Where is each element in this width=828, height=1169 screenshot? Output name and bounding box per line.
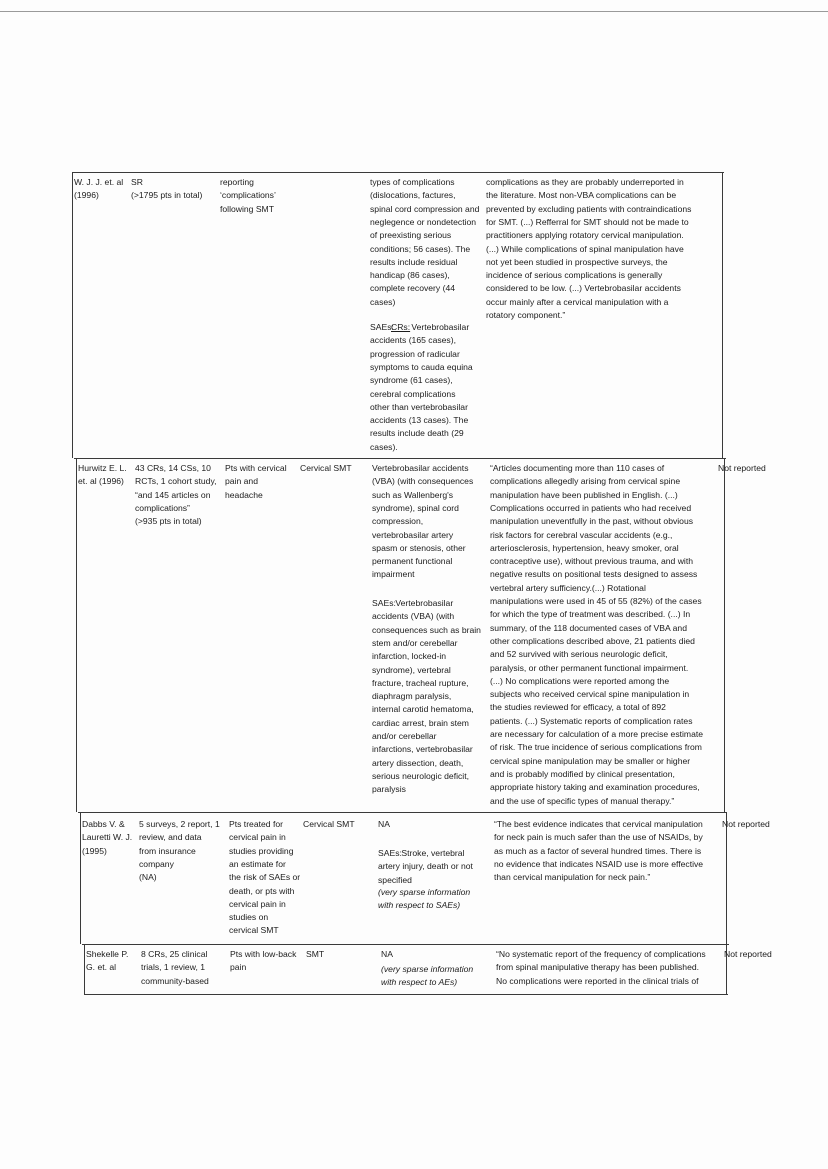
outcomes-cell: types of complications (370, 177, 455, 187)
table-right-border (724, 458, 725, 812)
table-left-border (76, 458, 77, 812)
quote-cell: manipulation uneventfully in the past, without obvious (490, 516, 694, 527)
population-cell: an estimate for (229, 858, 286, 869)
outcomes-cell: conditions; 56 cases). The (370, 243, 471, 254)
quote-cell: prevented by excluding patients with contraindications (486, 203, 692, 214)
quote-cell: “The best evidence indicates that cervical manipulation (494, 819, 703, 829)
reported-cell: Not reported (722, 819, 770, 829)
table-right-border (722, 172, 723, 458)
study-design-cell: (>935 pts in total) (135, 516, 202, 527)
quote-cell: arteriosclerosis, hypertension, heavy smoker, oral (490, 542, 679, 553)
quote-cell: subjects who received cervical spine manipulation in (490, 689, 690, 700)
reported-cell: Not reported (718, 463, 766, 473)
quote-cell: occur mainly after a cervical manipulation with a (486, 296, 669, 307)
population-cell: the risk of SAEs or (229, 872, 301, 883)
quote-cell: Complications occurred in patients who had received (490, 502, 692, 513)
table-row-border (82, 944, 729, 945)
quote-cell: (...) While complications of spinal manipulation have (486, 243, 684, 254)
outcomes-cell: of preexisting serious (370, 230, 452, 241)
table-left-border (80, 812, 81, 944)
population-cell: Pts with low-back (230, 949, 297, 959)
saes-note: with respect to AEs) (381, 977, 458, 988)
saes-cell: accidents (VBA) (with (372, 611, 455, 622)
author-cell: Lauretti W. J. (82, 832, 133, 843)
saes-cell: Stroke, vertebral (399, 848, 465, 858)
outcomes-cell: compression, (372, 516, 424, 527)
population-cell: Pts with cervical (225, 463, 287, 473)
table-bottom-border (84, 994, 728, 995)
outcomes-cell: results include residual (370, 256, 458, 267)
quote-cell: and the use of specific types of manual therapy.” (490, 795, 675, 806)
quote-cell: other complications described above, 21 patients died (490, 635, 695, 646)
saes-cell: progression of radicular (370, 348, 460, 359)
author-cell: W. J. J. et. al (74, 177, 124, 187)
quote-cell: contraceptive use), without previous trauma, and with (490, 556, 694, 567)
saes-cell: and/or cerebellar (372, 731, 437, 741)
page-header-rule (0, 11, 828, 12)
outcomes-cell: cases) (370, 296, 396, 307)
saes-sublabel: CRs: (391, 322, 411, 332)
saes-cell: consequences such as brain (372, 624, 481, 635)
quote-cell: considered to be low. (...) Vertebrobasilar accidents (486, 283, 681, 294)
outcomes-cell: impairment (372, 569, 415, 580)
saes-label: SAEs: (372, 598, 396, 608)
quote-cell: and 52 survived with serious neurologic deficit, (490, 649, 668, 660)
outcomes-cell: permanent functional (372, 556, 453, 567)
study-design-cell: (>1795 pts in total) (131, 190, 203, 201)
author-cell: et. al (1996) (78, 476, 124, 487)
quote-cell: appropriate history taking and examination procedures, (490, 782, 700, 793)
saes-cell: artery injury, death or not (378, 861, 473, 872)
saes-cell: syndrome), vertebral (372, 664, 451, 675)
outcomes-cell: spinal cord compression and (370, 203, 480, 214)
reported-cell: Not reported (724, 949, 772, 959)
saes-label: SAEs: (370, 322, 394, 332)
quote-cell: risk factors for cerebral vascular accidents (e.g., (490, 529, 673, 540)
study-design-cell: trials, 1 review, 1 (141, 962, 205, 973)
outcomes-cell: NA (381, 949, 393, 959)
outcomes-cell: vertebrobasilar artery (372, 529, 454, 540)
saes-cell: artery dissection, death, (372, 757, 464, 768)
saes-cell: other than vertebrobasilar (370, 401, 468, 412)
quote-cell: not yet been studied in prospective surveys, the (486, 256, 668, 267)
quote-cell: cervical spine manipulation may be smaller or higher (490, 755, 691, 766)
population-cell: cervical SMT (229, 925, 279, 936)
saes-note: (very sparse information (378, 887, 471, 897)
study-design-cell: “and 145 articles on (135, 489, 211, 500)
author-cell: (1995) (82, 845, 107, 856)
quote-cell: summary, of the 118 documented cases of VBA and (490, 622, 687, 633)
saes-cell: specified (378, 874, 412, 885)
saes-cell: syndrome (61 cases), (370, 375, 453, 386)
table-row-border (72, 172, 724, 173)
study-design-cell: company (139, 858, 174, 869)
table-right-border (726, 812, 727, 994)
quote-cell: negative results on positional tests designed to assess (490, 569, 698, 580)
author-cell: Hurwitz E. L. (78, 463, 127, 473)
study-design-cell: (NA) (139, 872, 157, 883)
quote-cell: paralysis, or other permanent functional impairment. (490, 662, 689, 673)
outcomes-cell: such as Wallenberg's (372, 489, 454, 500)
saes-cell: symptoms to cauda equina (370, 361, 473, 372)
saes-cell: accidents (13 cases). The (370, 415, 469, 426)
quote-cell: manipulation have been published in English. (...) (490, 489, 678, 500)
saes-cell: cerebral complications (370, 388, 456, 399)
outcomes-cell: (VBA) (with consequences (372, 476, 474, 487)
quote-cell: as much as a factor of several hundred times. There is (494, 845, 702, 856)
quote-cell: for neck pain is much safer than the use of NSAIDs, by (494, 832, 703, 843)
author-cell: (1996) (74, 190, 99, 201)
quote-cell: (...) No complications were reported among the (490, 675, 670, 686)
author-cell: G. et. al (86, 962, 117, 973)
outcomes-cell: NA (378, 819, 390, 829)
saes-cell: infarction, locked-in (372, 651, 447, 662)
study-design-cell: 43 CRs, 14 CSs, 10 (135, 463, 211, 473)
saes-cell: serious neurologic deficit, (372, 770, 469, 781)
saes-note: with respect to SAEs) (378, 900, 461, 911)
saes-cell: Vertebrobasilar (409, 322, 470, 332)
study-design-cell: 5 surveys, 2 report, 1 (139, 819, 220, 829)
quote-cell: No complications were reported in the clinical trials of (496, 975, 699, 986)
population-cell: ‘complications’ (220, 190, 276, 201)
saes-cell: results include death (29 (370, 428, 464, 439)
saes-cell: cases). (370, 441, 398, 452)
study-design-cell: RCTs, 1 cohort study, (135, 476, 217, 487)
quote-cell: no evidence that indicates NSAID use is more effective (494, 858, 704, 869)
quote-cell: the studies reviewed for efficacy, a total of 892 (490, 702, 666, 713)
quote-cell: complications as they are probably underreported in (486, 177, 684, 187)
quote-cell: “Articles documenting more than 110 cases of (490, 463, 665, 473)
quote-cell: “No systematic report of the frequency of complications (496, 949, 706, 959)
population-cell: death, or pts with (229, 885, 295, 896)
table-row-border (74, 458, 726, 459)
outcomes-cell: (dislocations, factures, (370, 190, 456, 201)
population-cell: studies on (229, 912, 269, 923)
quote-cell: the literature. Most non-VBA complications can be (486, 190, 677, 201)
population-cell: reporting (220, 177, 254, 187)
saes-note: (very sparse information (381, 964, 474, 974)
intervention-cell: Cervical SMT (303, 819, 355, 829)
study-design-cell: SR (131, 177, 143, 187)
table-left-border (84, 944, 85, 994)
population-cell: pain (230, 962, 247, 973)
saes-cell: diaphragm paralysis, (372, 691, 452, 702)
saes-cell: accidents (165 cases), (370, 335, 456, 346)
population-cell: headache (225, 489, 263, 500)
author-cell: Shekelle P. (86, 949, 129, 959)
quote-cell: and is probably modified by clinical presentation, (490, 768, 675, 779)
saes-cell: internal carotid hematoma, (372, 704, 474, 715)
population-cell: following SMT (220, 203, 274, 214)
study-design-cell: review, and data (139, 832, 202, 843)
outcomes-cell: syndrome), spinal cord (372, 502, 459, 513)
table-row-border (78, 812, 727, 813)
study-design-cell: complications” (135, 502, 190, 513)
outcomes-cell: spasm or stenosis, other (372, 542, 466, 553)
table-left-border (72, 172, 73, 458)
quote-cell: manipulations were used in 45 of 55 (82%) of the cases (490, 596, 702, 606)
study-design-cell: community-based (141, 975, 209, 986)
saes-cell: cardiac arrest, brain stem (372, 717, 469, 728)
saes-cell: fracture, tracheal rupture, (372, 677, 469, 688)
saes-cell: Vertebrobasilar (393, 598, 454, 608)
quote-cell: vertebral artery sufficiency.(...) Rotational (490, 582, 646, 593)
intervention-cell: SMT (306, 949, 325, 959)
outcomes-cell: handicap (86 cases), (370, 270, 450, 281)
quote-cell: for SMT. (...) Refferral for SMT should not be made to (486, 216, 689, 227)
population-cell: cervical pain in (229, 898, 286, 909)
quote-cell: for which the type of treatment was described. (...) In (490, 609, 691, 620)
population-cell: cervical pain in (229, 832, 286, 843)
quote-cell: incidence of serious complications is generally (486, 270, 663, 281)
author-cell: Dabbs V. & (82, 819, 125, 829)
saes-cell: stem and/or cerebellar (372, 637, 458, 648)
study-design-cell: from insurance (139, 845, 196, 856)
outcomes-cell: neglegence or nondetection (370, 216, 477, 227)
quote-cell: of risk. The true incidence of serious complications from (490, 742, 702, 753)
saes-cell: paralysis (372, 784, 406, 795)
quote-cell: are necessary for calculation of a more precise estimate (490, 729, 704, 739)
quote-cell: from spinal manipulative therapy has been published. (496, 962, 700, 973)
saes-label: SAEs: (378, 848, 402, 858)
quote-cell: practitioners applying rotatory cervical manipulation. (486, 230, 684, 241)
outcomes-cell: complete recovery (44 (370, 283, 456, 294)
quote-cell: rotatory component.” (486, 310, 566, 320)
study-design-cell: 8 CRs, 25 clinical (141, 949, 208, 959)
quote-cell: patients. (...) Systematic reports of complication rates (490, 715, 693, 726)
quote-cell: than cervical manipulation for neck pain.” (494, 872, 651, 883)
saes-cell: infarctions, vertebrobasilar (372, 744, 473, 755)
population-cell: Pts treated for (229, 819, 283, 829)
quote-cell: complications allegedly arising from cervical spine (490, 476, 681, 487)
population-cell: pain and (225, 476, 258, 487)
intervention-cell: Cervical SMT (300, 463, 352, 473)
outcomes-cell: Vertebrobasilar accidents (372, 463, 469, 473)
population-cell: studies providing (229, 845, 294, 856)
